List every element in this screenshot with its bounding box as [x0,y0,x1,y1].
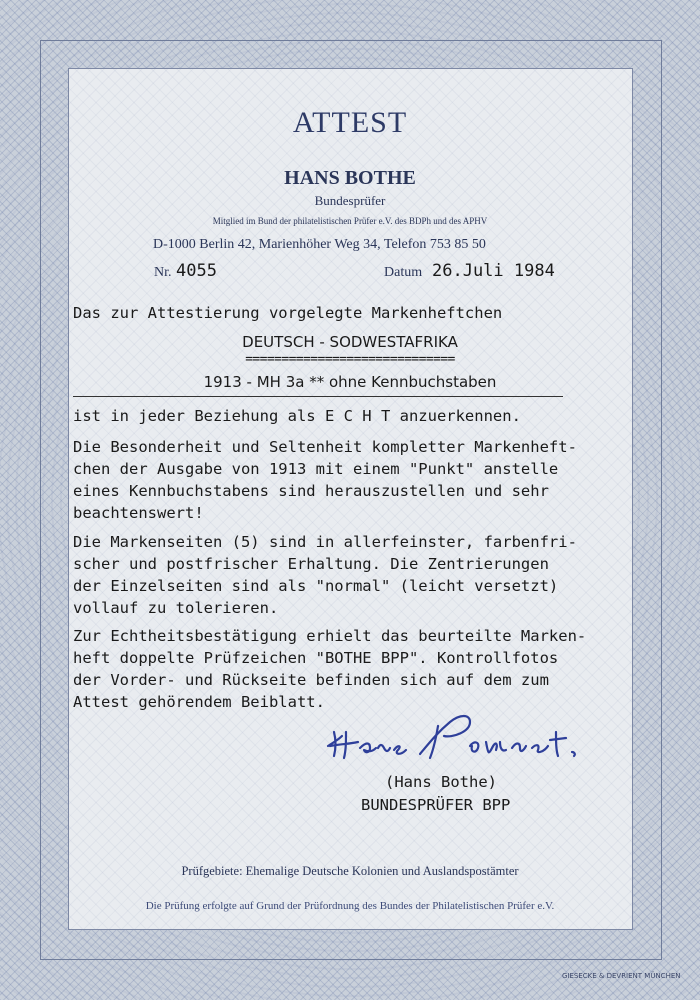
certificate-title: ATTEST [292,106,408,139]
paragraph-line: chen der Ausgabe von 1913 mit einem "Punkt" anstelle [73,460,559,478]
issuer-name: HANS BOTHE [284,167,416,189]
certificate-number: 4055 [176,261,217,281]
catalog-line: 1913 - MH 3a ** ohne Kennbuchstaben [203,373,497,391]
membership-line: Mitglied im Bund der philatelistischen Prüfer e.V. des BDPh und des APHV [212,216,488,226]
date-label: Datum [384,265,423,280]
signer-title: BUNDESPRÜFER BPP [361,796,511,814]
certificate-date: 26.Juli 1984 [432,261,555,281]
paragraph-line: der Vorder- und Rückseite befinden sich auf dem zum [73,671,549,689]
issuer-role: Bundesprüfer [314,193,386,208]
testing-areas: Prüfgebiete: Ehemalige Deutsche Kolonien und Auslandspostämter [181,864,519,878]
number-label: Nr. [154,265,172,280]
subject-line: DEUTSCH - SODWESTAFRIKA [242,333,458,351]
signer-name: (Hans Bothe) [385,773,497,791]
paragraph-line: beachtenswert! [73,504,204,522]
paragraph-line: Die Besonderheit und Seltenheit kompletter Markenheft- [73,438,577,456]
intro-line: Das zur Attestierung vorgelegte Markenheftchen [73,304,503,322]
paragraph-line: der Einzelseiten sind als "normal" (leicht versetzt) [73,577,559,595]
printer-mark: GIESECKE & DEVRIENT MÜNCHEN [562,972,681,980]
paragraph-line: eines Kennbuchstabens sind herauszustellen und sehr [73,482,549,500]
paragraph-line: Attest gehörendem Beiblatt. [73,693,325,711]
paragraph-line: scher und postfrischer Erhaltung. Die Zentrierungen [73,555,549,573]
verdict-line: ist in jeder Beziehung als E C H T anzuerkennen. [73,407,521,425]
regulation-notice: Die Prüfung erfolgte auf Grund der Prüfordnung des Bundes der Philatelistischen Prüfer e.V. [145,900,555,912]
paragraph-line: Die Markenseiten (5) sind in allerfeinster, farbenfri- [73,533,577,551]
catalog-rule [73,396,563,397]
subject-underline: ============================= [245,352,455,367]
paragraph-line: vollauf zu tolerieren. [73,599,279,617]
handwritten-signature [320,702,600,772]
paragraph-line: Zur Echtheitsbestätigung erhielt das beurteilte Marken- [73,627,587,645]
paragraph-line: heft doppelte Prüfzeichen "BOTHE BPP". Kontrollfotos [73,649,559,667]
address-line: D-1000 Berlin 42, Marienhöher Weg 34, Telefon 753 85 50 [153,237,486,252]
